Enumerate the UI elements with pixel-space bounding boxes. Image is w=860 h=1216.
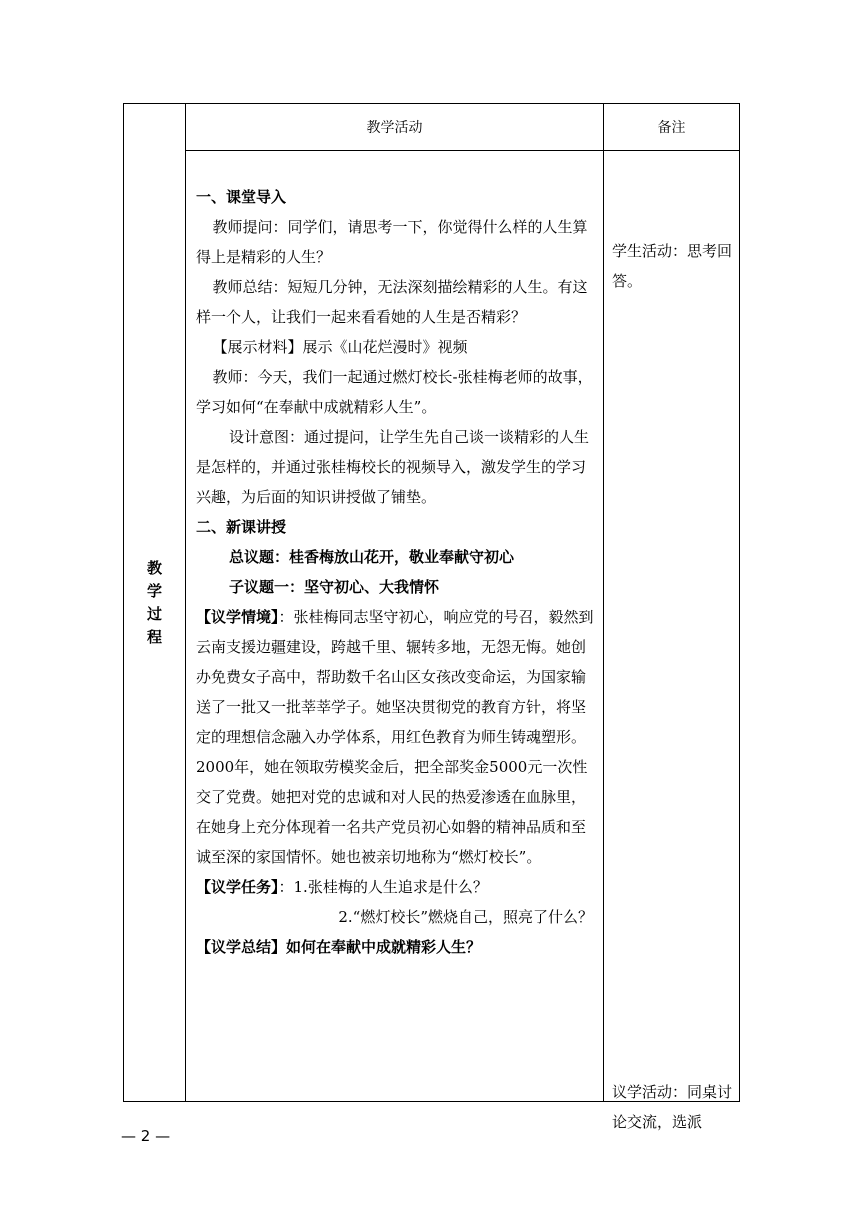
side-cell xyxy=(124,104,186,1102)
sub-topic: 子议题一：坚守初心、大我情怀 xyxy=(229,578,440,596)
page-number: — 2 — xyxy=(121,1127,171,1145)
activity-cell xyxy=(186,151,604,1102)
note-discussion-activity: 议学活动：同桌讨论交流，选派 xyxy=(612,1083,733,1131)
section-intro-title: 一、课堂导入 xyxy=(196,188,287,206)
main-topic: 总议题：桂香梅放山花开，敬业奉献守初心 xyxy=(229,548,515,566)
summary-label: 【议学总结】 xyxy=(196,938,287,956)
note-student-activity: 学生活动：思考回答。 xyxy=(612,242,733,290)
teacher-intro: 教师：今天，我们一起通过燃灯校长-张桂梅老师的故事，学习如何“在奉献中成就精彩人生”。 xyxy=(196,368,593,416)
section-new-title: 二、新课讲授 xyxy=(196,518,287,536)
summary-text: 如何在奉献中成就精彩人生？ xyxy=(286,938,482,956)
summary-paragraph xyxy=(196,932,595,962)
header-notes: 备注 xyxy=(604,104,740,151)
content-row xyxy=(124,151,740,1102)
header-activity: 教学活动 xyxy=(186,104,604,151)
teacher-summary: 教师总结：短短几分钟，无法深刻描绘精彩的人生。有这样一个人，让我们一起来看看她的人生是否精彩？ xyxy=(196,278,588,326)
side-label: 教学过程 xyxy=(146,558,162,646)
task-label: 【议学任务】 xyxy=(196,878,279,896)
teacher-question: 教师提问：同学们，请思考一下，你觉得什么样的人生算得上是精彩的人生？ xyxy=(196,218,588,266)
design-intent: 设计意图：通过提问，让学生先自己谈一谈精彩的人生是怎样的，并通过张桂梅校长的视频导入，激发学生的学习兴趣，为后面的知识讲授做了铺垫。 xyxy=(196,428,590,506)
task-paragraph xyxy=(196,872,595,902)
header-row xyxy=(124,104,740,151)
situation-label: 【议学情境】 xyxy=(196,608,279,626)
material-show: 【展示材料】展示《山花烂漫时》视频 xyxy=(212,338,468,356)
task-1: ：1.张桂梅的人生追求是什么？ xyxy=(278,878,488,896)
situation-paragraph xyxy=(196,602,595,872)
lesson-table xyxy=(123,103,740,1131)
situation-text: ：张桂梅同志坚守初心，响应党的号召，毅然到云南支援边疆建设，跨越千里、辗转多地，无怨无悔。她创办免费女子高中，帮助数千名山区女孩改变命运，为国家输送了一批又一批莘莘学子。她坚决贯彻党的教育方针，将坚定的理想信念融入办学体系，用红色教育为师生铸魂塑形。2000年，她在领取劳模奖金后，把全部奖金5000元一次性交了党费。她把对党的忠诚和对人民的热爱渗透在血脉里，在她身上充分体现着一名共产党员初心如磐的精神品质和至诚至深的家国情怀。她也被亲切地称为“燃灯校长”。 xyxy=(196,608,594,866)
task-2: 2.“燃灯校长”燃烧自己，照亮了什么？ xyxy=(338,908,593,926)
notes-cell xyxy=(604,151,740,1131)
